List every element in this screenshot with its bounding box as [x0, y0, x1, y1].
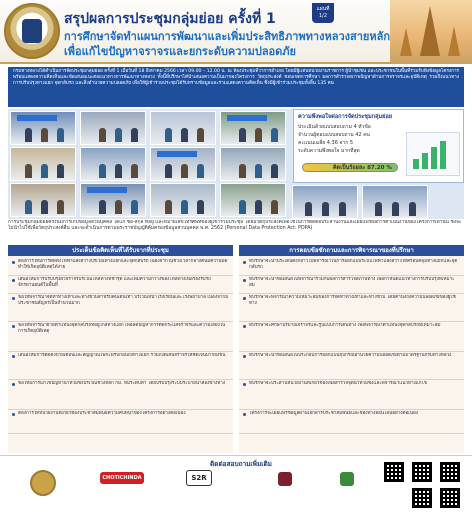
satisfaction-line-2: จำนวนผู้ตอบแบบสอบถาม 42 คน — [298, 132, 370, 138]
comment-row — [8, 380, 233, 410]
response-row — [239, 322, 464, 352]
response-row-text: ที่ปรึกษาจะนำข้อเสนอไปประกอบการออกแบบอุปกรณ์อำนวยความปลอดภัยตามมาตรฐานกรมทางหลวง — [249, 353, 452, 358]
response-row-text: ที่ปรึกษาจะศึกษาปริมาณจราจรและรูปแบบการเดินทาง เพื่อพิจารณาตำแหน่งจุดกลับรถที่เหมาะสม — [249, 323, 441, 328]
response-row-text: ที่ปรึกษาจะประสานหน่วยงานที่เกี่ยวข้องเพื่อสำรวจจุดน้ำท่วมขังและพิจารณาแนวทางแก้ไข — [249, 381, 427, 386]
comment-row — [8, 322, 233, 352]
bullet-icon — [12, 355, 15, 358]
satisfaction-progress-label: คิดเป็นร้อยละ 87.20 % — [333, 165, 392, 171]
bullet-icon — [12, 261, 15, 264]
page-badge: แผ่นที่ 1/2 — [312, 3, 334, 23]
comment-row — [8, 258, 233, 276]
comments-column — [8, 245, 233, 453]
bullet-icon — [243, 355, 246, 358]
satisfaction-panel — [293, 109, 464, 183]
qr-code-3[interactable] — [440, 462, 460, 482]
subtitle-line-2: เพื่อแก้ไขปัญหาจราจรและยกระดับความปลอดภัย — [64, 45, 297, 58]
response-row — [239, 294, 464, 322]
meeting-photo — [220, 111, 286, 145]
bullet-icon — [243, 413, 246, 416]
meeting-photo — [150, 147, 216, 181]
qr-code-1[interactable] — [384, 462, 404, 482]
satisfaction-title: ความพึงพอใจต่อการจัดประชุมกลุ่มย่อย — [298, 114, 393, 120]
footer-contact-label: ติดต่อสอบถามเพิ่มเติม — [210, 460, 272, 468]
footer — [0, 455, 472, 517]
bullet-icon — [243, 325, 246, 328]
satisfaction-progress-bar — [302, 163, 398, 172]
header-banner — [0, 0, 472, 64]
intro-paragraph: กรมทางหลวงได้ดำเนินการจัดประชุมกลุ่มย่อย ครั้งที่ 1 เมื่อวันที่ 18 สิงหาคม 2566 เวลา 09.00 – 12.00 น. ณ ห้องประชุมที่ว่าการอำเภอ โดยมีผู้แทนหน่วยงานราชการ ผู้นำชุมชน และประชาชนในพื้นที่ร่วมรับฟังข้อมูลโครงการ พร้อมแสดงความคิดเห็นและข้อเสนอแนะต่อแนวทางการพัฒนาทางหลวง ทั้งนี้ที่ปรึกษาได้นำเสนอความเป็นมาของโครงการ วัตถุประสงค์ ขอบเขตการศึกษา ผลการสำรวจสภาพปัญหาด้านการจราจรและอุบัติเหตุ รวมถึงแนวทางการปรับปรุงทางแยก จุดกลับรถ และสิ่งอำนวยความปลอดภัย เพื่อให้ผู้เข้าร่วมประชุมได้รับทราบข้อมูลและร่วมแสดงความคิดเห็น ซึ่งมีผู้เข้าร่วมประชุมทั้งสิ้น 135 คน — [8, 67, 464, 107]
comments-table — [8, 245, 464, 453]
qr-code-5[interactable] — [440, 488, 460, 508]
responses-column — [239, 245, 464, 453]
pdpa-caption: การประชุมกลุ่มย่อยครั้งนี้มีการเก็บข้อมูลส่วนบุคคล ได้แก่ ชื่อ-สกุล ที่อยู่ และหมายเลขโทรศัพท์ของผู้เข้าร่วมประชุม โดยมีวัตถุประสงค์เพื่อใช้ในการติดต่อประสานงานและเผยแพร่ผลการดำเนินงานของโครงการเท่านั้น ซึ่งจะไม่นำไปใช้เพื่อวัตถุประสงค์อื่น และจะดำเนินการตามพระราชบัญญัติคุ้มครองข้อมูลส่วนบุคคล พ.ศ. 2562 (Personal Data Protection Act: PDPA) — [8, 220, 462, 231]
meeting-photo — [10, 147, 76, 181]
bullet-icon — [12, 413, 15, 416]
partner-logo-1 — [278, 472, 292, 486]
response-row — [239, 380, 464, 410]
comment-row-text: เสนอให้มีการติดตั้งป้ายเตือนและสัญญาณไฟกะพริบก่อนถึงทางแยก รวมถึงตีเส้นจราจรให้ชัดเจนมากยิ่งขึ้น — [18, 353, 226, 358]
bullet-icon — [243, 297, 246, 300]
response-row-text: โครงการจะเผยแพร่ข้อมูลผ่านเอกสารประชาสัมพันธ์และช่องทางออนไลน์อย่างต่อเนื่อง — [249, 411, 418, 416]
bullet-icon — [243, 383, 246, 386]
response-row-text: ที่ปรึกษาจะนำข้อเสนอไปพิจารณาร่วมกับผลการสำรวจสภาพทาง เพื่อกำหนดแนวทางการปรับปรุงที่เหมาะสม — [249, 277, 455, 288]
chotichinda-logo: CHOTICHINDA — [100, 472, 144, 484]
meeting-photo — [362, 185, 428, 219]
response-row — [239, 410, 464, 434]
bullet-icon — [12, 297, 15, 300]
meeting-photo — [150, 111, 216, 145]
response-row — [239, 258, 464, 276]
comment-row-text: ขอให้พิจารณาจัดทำทางเท้าและทางข้ามสำหรับคนเดินเท้า บริเวณหน้าโรงเรียนและโรงพยาบาล เนื่องจากมีประชาชนสัญจรเป็นจำนวนมาก — [18, 295, 229, 306]
meeting-photo — [10, 183, 76, 217]
comment-row-text: ต้องการให้มีการติดตั้งไฟฟ้าแสงสว่างบริเวณทางแยกและจุดกลับรถ เนื่องจากในช่วงเวลากลางคืนมีความมืด ทำให้เกิดอุบัติเหตุได้ง่าย — [18, 259, 228, 270]
response-row — [239, 352, 464, 380]
department-footer-logo — [30, 470, 56, 496]
bullet-icon — [12, 383, 15, 386]
partner-logo-2 — [340, 472, 354, 486]
satisfaction-chart-icon — [406, 132, 460, 176]
subtitle-line-1: การศึกษาจัดทำแผนการพัฒนาและเพิ่มประสิทธิภาพทางหลวงสายหลัก — [64, 30, 390, 43]
response-row-text: ที่ปรึกษาจะนำประเด็นดังกล่าวไปพิจารณาในการออกแบบระบบไฟฟ้าแสงสว่างให้ครอบคลุมทางแยกและจุดกลับรถ — [249, 259, 458, 270]
comment-row — [8, 352, 233, 380]
response-row-text: ที่ปรึกษาจะพิจารณาความเหมาะสมของการจัดทำทางเท้าและทางข้าม โดยคำนึงถึงความปลอดภัยของผู้ใช้ทาง — [249, 295, 456, 306]
meeting-photo — [10, 111, 76, 145]
temple-illustration — [390, 0, 472, 64]
meeting-photo — [80, 147, 146, 181]
comment-row — [8, 294, 233, 322]
comment-row-text: ขอให้มีการแก้ไขปัญหาน้ำท่วมขังบริเวณช่วงหลัก กม. ที่มีระดับต่ำ โดยปรับปรุงระบบระบายน้ำสองข้างทาง — [18, 381, 226, 386]
qr-code-4[interactable] — [412, 488, 432, 508]
meeting-photo — [220, 147, 286, 181]
comment-row-text: เสนอให้มีการปรับปรุงผิวจราจรบริเวณไหล่ทางที่ชำรุด และเพิ่มความกว้างของไหล่ทางเพื่อรองรับรถจักรยานยนต์ในพื้นที่ — [18, 277, 211, 288]
satisfaction-line-1: ประเมินด้วยแบบสอบถาม 4 หัวข้อ — [298, 124, 371, 130]
bullet-icon — [243, 261, 246, 264]
comment-row — [8, 410, 233, 434]
bullet-icon — [12, 279, 15, 282]
meeting-photo — [80, 111, 146, 145]
response-row — [239, 276, 464, 294]
comment-row — [8, 276, 233, 294]
comments-column-header: ประเด็นข้อคิดเห็นที่ได้รับจากที่ประชุม — [8, 245, 233, 256]
department-seal-logo — [4, 3, 60, 59]
satisfaction-line-3: คะแนนเฉลี่ย 4.36 จาก 5 — [298, 140, 354, 146]
meeting-photo — [220, 183, 286, 217]
meeting-photo — [80, 183, 146, 217]
meeting-photo — [292, 185, 358, 219]
bullet-icon — [12, 325, 15, 328]
comment-row-text: ต้องการให้หน่วยงานที่เกี่ยวข้องประชาสัมพันธ์ความคืบหน้าของโครงการอย่างต่อเนื่อง — [18, 411, 186, 416]
satisfaction-line-4: ระดับความพึงพอใจ มากที่สุด — [298, 148, 360, 154]
bullet-icon — [243, 279, 246, 282]
meeting-photo — [150, 183, 216, 217]
s2r-logo: S2R — [186, 470, 212, 486]
comment-row-text: ขอให้พิจารณาย้ายตำแหน่งจุดกลับรถที่อยู่ใกล้ทางแยก เพื่อลดปัญหาการตัดกระแสจราจรและความเสี่ยงในการเกิดอุบัติเหตุ — [18, 323, 226, 334]
qr-code-2[interactable] — [412, 462, 432, 482]
responses-column-header: การตอบข้อซักถามและการพิจารณาของที่ปรึกษา — [239, 245, 464, 256]
page-title: สรุปผลการประชุมกลุ่มย่อย ครั้งที่ 1 — [64, 11, 276, 27]
